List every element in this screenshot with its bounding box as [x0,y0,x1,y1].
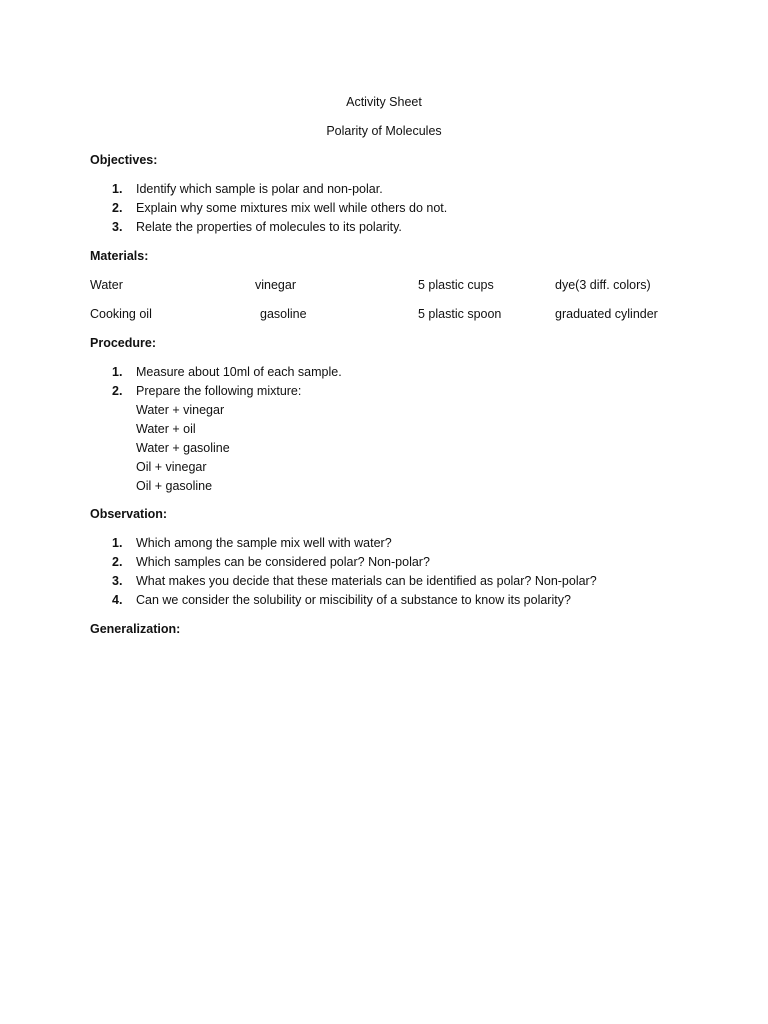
material-item: 5 plastic cups [418,278,494,292]
material-item: dye(3 diff. colors) [555,278,651,292]
mixture-item: Water + gasoline [136,441,230,455]
objective-item: Identify which sample is polar and non-polar. [136,182,383,196]
procedure-step: Prepare the following mixture: [136,384,302,398]
document-title: Activity Sheet [346,95,422,109]
objective-number: 3. [112,220,123,234]
document-subtitle: Polarity of Molecules [326,124,442,138]
procedure-number: 2. [112,384,123,398]
observation-question: Can we consider the solubility or miscibility of a substance to know its polarity? [136,593,571,607]
material-item: gasoline [260,307,307,321]
mixture-item: Oil + vinegar [136,460,207,474]
material-item: Water [90,278,123,292]
mixture-item: Water + oil [136,422,196,436]
mixture-item: Oil + gasoline [136,479,213,493]
generalization-heading: Generalization: [90,622,181,636]
observation-question: Which samples can be considered polar? Non-polar? [136,555,430,569]
objective-number: 2. [112,201,123,215]
material-item: vinegar [255,278,296,292]
procedure-step: Measure about 10ml of each sample. [136,365,342,379]
objective-item: Explain why some mixtures mix well while others do not. [136,201,448,215]
objectives-heading: Objectives: [90,153,158,167]
objective-number: 1. [112,182,123,196]
material-item: 5 plastic spoon [418,307,502,321]
material-item: Cooking oil [90,307,152,321]
mixture-item: Water + vinegar [136,403,225,417]
procedure-heading: Procedure: [90,336,156,350]
observation-question: What makes you decide that these materials can be identified as polar? Non-polar? [136,574,597,588]
observation-heading: Observation: [90,507,168,521]
observation-number: 1. [112,536,123,550]
objective-item: Relate the properties of molecules to its polarity. [136,220,402,234]
observation-question: Which among the sample mix well with water? [136,536,392,550]
observation-number: 2. [112,555,123,569]
observation-number: 3. [112,574,123,588]
procedure-number: 1. [112,365,123,379]
observation-number: 4. [112,593,123,607]
material-item: graduated cylinder [555,307,658,321]
materials-heading: Materials: [90,249,149,263]
